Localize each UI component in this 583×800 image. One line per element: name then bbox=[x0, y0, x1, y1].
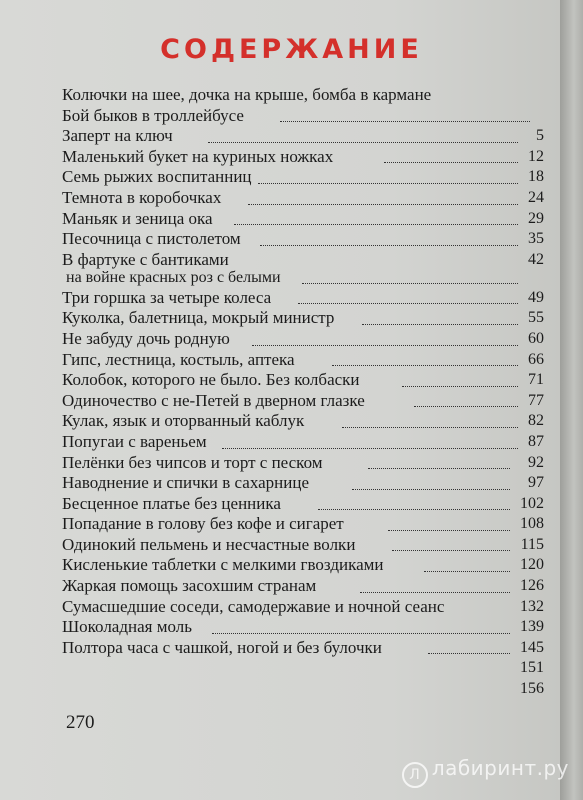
toc-leader-dots bbox=[248, 204, 518, 205]
toc-entry-title: Куколка, балетница, мокрый министр bbox=[62, 308, 335, 328]
table-of-contents bbox=[62, 85, 544, 698]
toc-entry-title: Гипс, лестница, костыль, аптека bbox=[62, 349, 295, 369]
toc-entry-page: 77 bbox=[528, 391, 544, 409]
toc-entry-title: Полтора часа с чашкой, ногой и без булочки bbox=[62, 637, 382, 657]
toc-leader-dots bbox=[212, 633, 510, 634]
toc-leader-dots bbox=[424, 571, 510, 572]
toc-entry-title: Кисленькие таблетки с мелкими гвоздиками bbox=[62, 555, 384, 575]
page-title: СОДЕРЖАНИЕ bbox=[160, 34, 423, 65]
toc-leader-dots bbox=[388, 530, 510, 531]
toc-entry-title: Три горшка за четыре колеса bbox=[62, 287, 272, 307]
toc-entry-title: Наводнение и спички в сахарнице bbox=[62, 473, 310, 493]
toc-leader-dots bbox=[414, 406, 518, 407]
toc-entry bbox=[62, 658, 544, 698]
book-spine bbox=[560, 0, 583, 800]
toc-entry-title: Попадание в голову без кофе и сигарет bbox=[62, 514, 344, 534]
toc-entry-page: 151 bbox=[520, 659, 544, 677]
toc-entry-page: 156 bbox=[520, 680, 544, 698]
toc-entry-title: Колючки на шее, дочка на крыше, бомба в кармане bbox=[62, 85, 432, 104]
toc-entry-page: 49 bbox=[528, 288, 544, 306]
toc-leader-dots bbox=[342, 427, 518, 428]
toc-entry-title: В фартуке с бантиками bbox=[62, 249, 229, 269]
toc-leader-dots bbox=[332, 365, 518, 366]
watermark-text: лабиринт.ру bbox=[431, 756, 569, 780]
toc-leader-dots bbox=[428, 653, 510, 654]
toc-entry-title: Колобок, которого не было. Без колбаски bbox=[62, 370, 360, 390]
toc-entry-title: Заперт на ключ bbox=[62, 126, 173, 146]
toc-leader-dots bbox=[402, 386, 518, 387]
toc-leader-dots bbox=[234, 224, 518, 225]
toc-entry-page: 139 bbox=[520, 618, 544, 636]
toc-entry-title: Маленький букет на куриных ножках bbox=[62, 146, 334, 166]
watermark bbox=[402, 756, 569, 788]
toc-entry-title: Семь рыжих воспитанниц bbox=[62, 167, 252, 187]
toc-entry-title: Маньяк и зеница ока bbox=[62, 208, 213, 228]
toc-entry-page: 145 bbox=[520, 638, 544, 656]
toc-leader-dots bbox=[252, 345, 518, 346]
toc-leader-dots bbox=[208, 142, 518, 143]
toc-entry-page: 132 bbox=[520, 597, 544, 615]
toc-entry-title: Сумасшедшие соседи, самодержавие и ночной сеанс bbox=[62, 596, 445, 616]
toc-leader-dots bbox=[302, 283, 518, 284]
toc-entry-title: Бой быков в троллейбусе bbox=[62, 105, 244, 125]
toc-leader-dots bbox=[222, 448, 518, 449]
toc-entry bbox=[62, 85, 544, 106]
labyrinth-logo-icon: Л bbox=[402, 762, 428, 788]
toc-entry-page: 24 bbox=[528, 188, 544, 206]
toc-entry-page: 82 bbox=[528, 412, 544, 430]
toc-entry-page: 108 bbox=[520, 515, 544, 533]
toc-entry-page: 29 bbox=[528, 209, 544, 227]
toc-entry-title: Песочница с пистолетом bbox=[62, 229, 241, 249]
toc-entry-title: Шоколадная моль bbox=[62, 617, 192, 637]
toc-entry-page: 92 bbox=[528, 453, 544, 471]
toc-leader-dots bbox=[384, 162, 518, 163]
toc-entry-page: 35 bbox=[528, 230, 544, 248]
toc-leader-dots bbox=[258, 183, 518, 184]
toc-entry-page: 102 bbox=[520, 494, 544, 512]
toc-leader-dots bbox=[352, 489, 510, 490]
toc-entry-page: 60 bbox=[528, 329, 544, 347]
toc-leader-dots bbox=[318, 509, 510, 510]
toc-leader-dots bbox=[392, 550, 510, 551]
toc-entry-page: 18 bbox=[528, 168, 544, 186]
toc-entry-page: 12 bbox=[528, 147, 544, 165]
toc-entry-page: 97 bbox=[528, 474, 544, 492]
toc-entry-page: 42 bbox=[528, 250, 544, 268]
toc-entry-page: 87 bbox=[528, 432, 544, 450]
toc-entry-title: Не забуду дочь родную bbox=[62, 328, 230, 348]
toc-leader-dots bbox=[362, 324, 518, 325]
toc-entry-page: 115 bbox=[520, 535, 544, 553]
toc-entry-title: Кулак, язык и оторванный каблук bbox=[62, 411, 305, 431]
toc-leader-dots bbox=[280, 121, 530, 122]
toc-leader-dots bbox=[368, 468, 510, 469]
toc-leader-dots bbox=[360, 592, 510, 593]
toc-entry-page: 66 bbox=[528, 350, 544, 368]
toc-entry-page: 126 bbox=[520, 577, 544, 595]
toc-entry bbox=[62, 637, 544, 677]
toc-entry-page: 55 bbox=[528, 309, 544, 327]
page-number: 270 bbox=[66, 712, 95, 733]
toc-entry-title: Попугаи с вареньем bbox=[62, 431, 207, 451]
toc-entry-page: 120 bbox=[520, 556, 544, 574]
toc-leader-dots bbox=[298, 303, 518, 304]
toc-leader-dots bbox=[260, 245, 518, 246]
toc-entry-title: Пелёнки без чипсов и торт с песком bbox=[62, 452, 323, 472]
toc-entry-title: Жаркая помощь засохшим странам bbox=[62, 576, 317, 596]
toc-entry-title-line2: на войне красных роз с белыми bbox=[66, 269, 281, 287]
toc-entry-page: 71 bbox=[528, 371, 544, 389]
toc-entry-title: Одинокий пельмень и несчастные волки bbox=[62, 534, 356, 554]
toc-entry-title: Бесценное платье без ценника bbox=[62, 493, 281, 513]
toc-entry-title: Одиночество с не-Петей в дверном глазке bbox=[62, 390, 365, 410]
toc-entry-title: Темнота в коробочках bbox=[62, 187, 222, 207]
toc-entry-page: 5 bbox=[536, 127, 544, 145]
